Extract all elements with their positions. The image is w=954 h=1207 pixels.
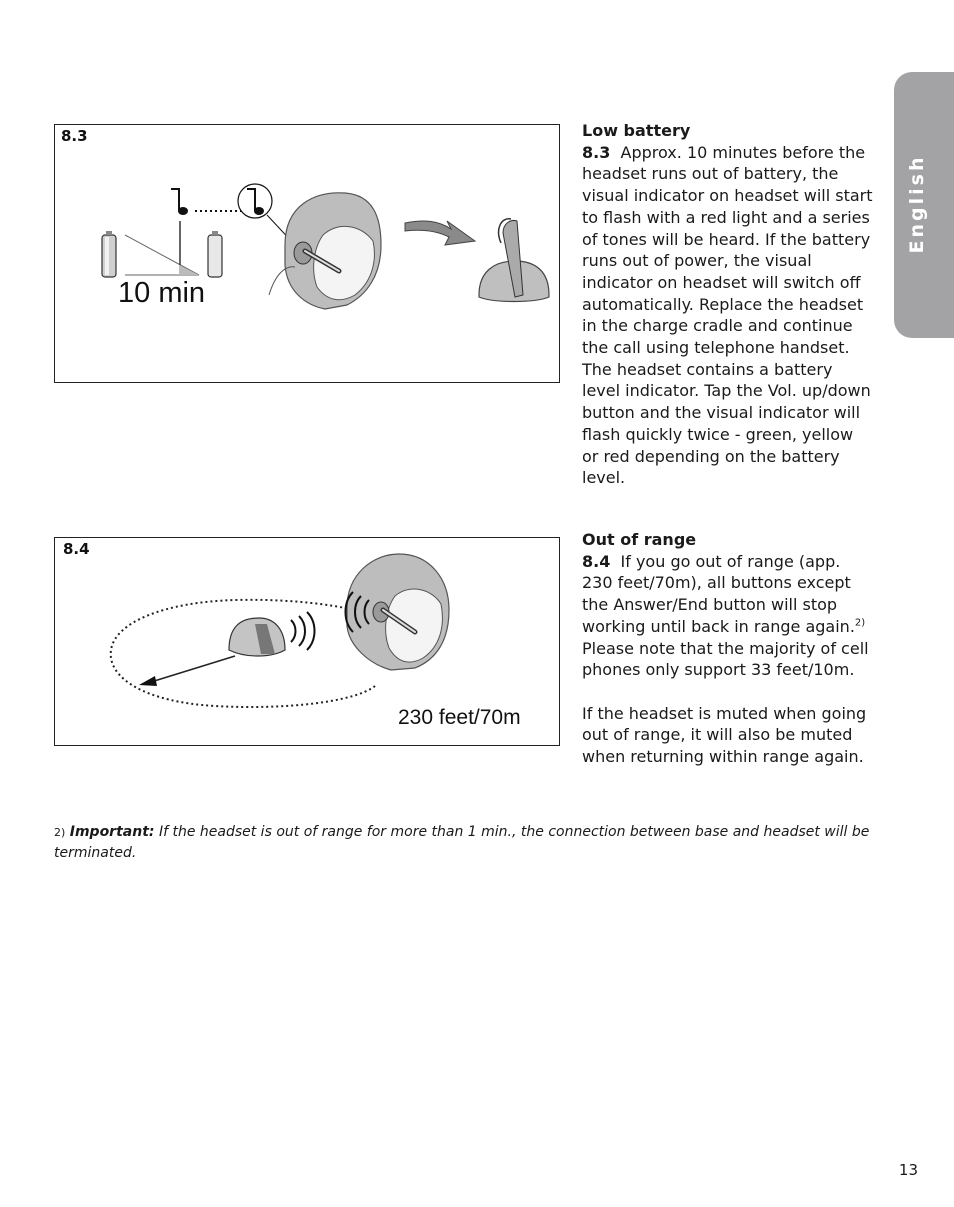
charging-cradle bbox=[479, 219, 549, 302]
section-body bbox=[582, 142, 874, 489]
figure-caption: 230 feet/70m bbox=[398, 706, 521, 729]
battery-icon-low bbox=[208, 231, 222, 277]
figure-label: 8.3 bbox=[61, 127, 88, 145]
figure-8-3-illustration bbox=[55, 125, 559, 382]
person-wearing-headset bbox=[269, 193, 381, 309]
low-battery-section bbox=[582, 120, 874, 489]
section-heading: Low battery bbox=[582, 121, 691, 140]
footnote bbox=[54, 822, 874, 863]
person-wearing-headset bbox=[346, 554, 450, 670]
page-number: 13 bbox=[898, 1161, 918, 1179]
tone-note-icon bbox=[171, 184, 295, 245]
arrow-right-icon bbox=[405, 221, 475, 245]
footnote-strong: Important: bbox=[69, 824, 155, 840]
section-body-2 bbox=[582, 703, 874, 768]
body-text-2: Please note that the majority of cell phones only support 33 feet/10m. bbox=[582, 638, 869, 680]
out-of-range-section bbox=[582, 529, 874, 768]
footnote-text: If the headset is out of range for more than 1 min., the connection between base and headset will be terminated. bbox=[54, 824, 870, 861]
figure-8-4 bbox=[54, 537, 560, 746]
figure-label: 8.4 bbox=[63, 540, 90, 558]
footnote-ref: 2) bbox=[854, 617, 866, 629]
figure-ref: 8.4 bbox=[582, 551, 611, 571]
section-heading: Out of range bbox=[582, 530, 697, 549]
figure-8-3 bbox=[54, 124, 560, 383]
figure-ref: 8.3 bbox=[582, 142, 611, 162]
body-text-3: If the headset is muted when going out of range, it will also be muted when returning within range again. bbox=[582, 703, 867, 767]
range-arrow bbox=[139, 656, 235, 686]
discharge-graph bbox=[125, 221, 199, 275]
battery-icon-full bbox=[102, 231, 116, 277]
body-text: Approx. 10 minutes before the headset runs out of battery, the visual indicator on headset will start to flash with a red light and a series of tones will be heard. If the battery runs out of power, the visual indicator on headset will switch off automatically. Replace the headset in the charge cradle and continue the call using telephone handset. The headset contains a battery level indicator. Tap the Vol. up/down button and the visual indicator will flash quickly twice - green, yellow or red depending on the battery level. bbox=[582, 142, 873, 488]
section-body bbox=[582, 551, 874, 681]
base-station bbox=[229, 612, 315, 656]
figure-caption: 10 min bbox=[118, 277, 206, 309]
footnote-number: 2) bbox=[54, 826, 66, 839]
body-text: If you go out of range (app. 230 feet/70m), all buttons except the Answer/End button will stop working until back in range again. bbox=[582, 551, 855, 636]
